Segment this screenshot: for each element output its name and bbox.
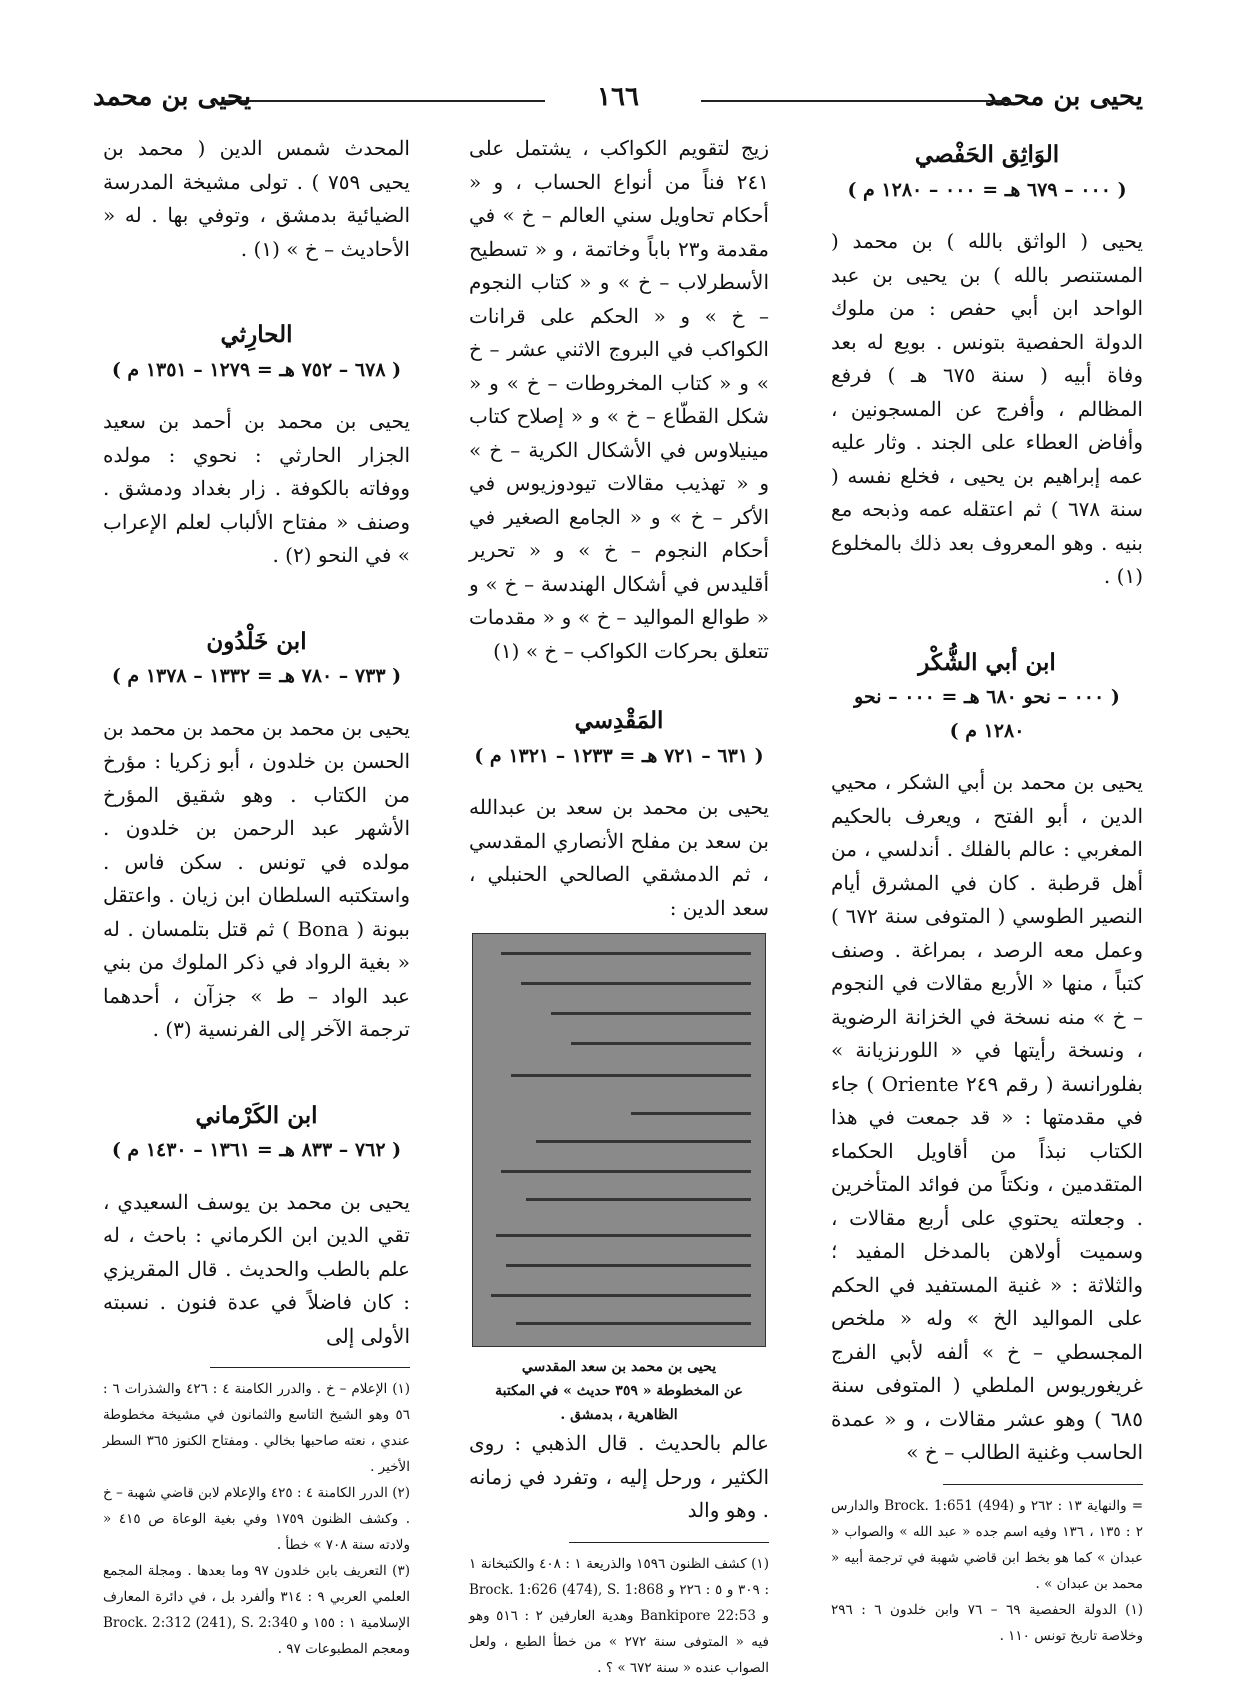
footnote: (١) الدولة الحفصية ٦٩ – ٧٦ وابن خلدون ٦ : ٢٩٦ وخلاصة تاريخ تونس ١١٠ . (831, 1601, 1143, 1644)
entry-text: يحيى بن محمد بن يوسف السعيدي ، تقي الدين ابن الكرماني : باحث ، له علم بالطب والحديث . قال المقريزي : كان فاضلاً في عدة فنون . نسبته الأولى إلى (103, 1189, 410, 1348)
page-number: ١٦٦ (597, 82, 639, 112)
running-head-right: يحيى بن محمد (984, 82, 1143, 112)
entry-dates: ( ٦٣١ – ٧٢١ هـ = ١٢٣٣ – ١٣٢١ م ) (474, 744, 764, 767)
footnote-rule (569, 1542, 769, 1543)
entry-text: يحيى بن محمد بن أبي الشكر ، محيي الدين ، أبو الفتح ، ويعرف بالحكيم المغربي : عالم بالفلك . أندلسي ، من أهل قرطبة . كان في المشرق أيام النصير الطوسي ( المتوفى سنة ٦٧٢ ) وعمل معه الرصد ، بمراغة . وصنف كتباً ، منها « الأربع مقالات في النجوم – خ » منه نسخة في الخزانة الرضوية ، ونسخة رأيتها في « اللورنزيانة » بفلورانسة ( رقم ٢٤٩ Oriente ) جاء في مقدمتها : « قد جمعت في هذا الكتاب نبذاً من أقاويل الحكماء المتقدمين ، ونكتاً من فوائد المتأخرين . وجعلته يحتوي على أربع مقالات ، وسميت أولاهن بالمدخل المفيد ؛ والثلاثة : « غنية المستفيد في الحكم على المواليد الخ » وله « ملخص المجسطي – خ » ألفه لأبي الفرج غريغوريوس الملطي ( المتوفى سنة ٦٨٥ ) وهو عشر مقالات ، و « عمدة الحاسب وغنية الطالب – خ » (831, 770, 1144, 1464)
column-right (831, 132, 1143, 1649)
footnote-rule (943, 1484, 1143, 1485)
running-head-left: يحيى بن محمد (93, 82, 252, 112)
entry-continuation: زيج لتقويم الكواكب ، يشتمل على ٢٤١ فناً من أنواع الحساب ، و « أحكام تحاويل سني العالم – خ » في مقدمة و٢٣ باباً وخاتمة ، و « تسطيح الأسطرلاب – خ » و « كتاب النجوم – خ » و « الحكم على قرانات الكواكب في البروج الاثني عشر – خ » و « كتاب المخروطات – خ » و « شكل القطّاع – خ » و « إصلاح كتاب مينيلاوس في الأشكال الكرية – خ » و « تهذيب مقالات تيودوزيوس في الأكر – خ » و « الجامع الصغير في أحكام النجوم – خ » و « تحرير أقليدس في أشكال الهندسة – خ » و « طوالع المواليد – خ » و « مقدمات تتعلق بحركات الكواكب – خ » (١) (469, 136, 770, 663)
entry-title: الوَاثِق الحَفْصي (914, 141, 1060, 168)
entry-dates: ( ٠٠٠ – ٦٧٩ هـ = ٠٠٠ – ١٢٨٠ م ) (847, 178, 1127, 201)
entry-title: ابن خَلْدُون (206, 627, 307, 655)
photo-caption: يحيى بن محمد بن سعد المقدسي (521, 1359, 717, 1375)
entry-text: يحيى ( الواثق بالله ) بن محمد ( المستنصر بالله ) بن يحيى بن عبد الواحد ابن أبي حفص : من ملوك الدولة الحفصية بتونس . بويع له بعد وفاة أبيه ( سنة ٦٧٥ هـ ) فرفع المظالم ، وأفرج عن المسجونين ، وأفاض العطاء على الجند . وثار عليه عمه إبراهيم بن يحيى ، فخلع نفسه ( سنة ٦٧٨ ) ثم اعتقله عمه وذبحه مع بنيه . وهو المعروف بعد ذلك بالمخلوع (١) . (831, 229, 1144, 588)
photo-caption-source: عن المخطوطة « ٣٥٩ حديث » في المكتبة الظاهرية ، بدمشق . (495, 1383, 743, 1423)
header-rule-left (225, 100, 545, 102)
manuscript-photo (472, 933, 766, 1347)
entry-text: عالم بالحديث . قال الذهبي : روى الكثير ، ورحل إليه ، وتفرد في زمانه . وهو والد (469, 1431, 769, 1522)
entry-title: الحارِثي (220, 321, 293, 348)
footnote-rule (210, 1367, 410, 1368)
entry-text: يحيى بن محمد بن سعد بن عبدالله بن سعد بن مفلح الأنصاري المقدسي ، ثم الدمشقي الصالحي الحنبلي ، سعد الدين : (469, 795, 769, 920)
footnote: (١) الإعلام – خ . والدرر الكامنة ٤ : ٤٢٦ والشذرات ٦ : ٥٦ وهو الشيخ التاسع والثمانون في مشيخة مخطوطة عندي ، نعته صاحبها بخالي . ومفتاح الكنوز ٣٦٥ السطر الأخير . (103, 1381, 411, 1475)
column-middle (469, 132, 769, 1681)
entry-text: يحيى بن محمد بن محمد بن محمد بن الحسن بن خلدون ، أبو زكريا : مؤرخ من الكتاب . وهو شقيق المؤرخ الأشهر عبد الرحمن بن خلدون . مولده في تونس . سكن فاس . واستكتبه السلطان ابن زيان . واعتقل ببونة ( Bona ) ثم قتل بتلمسان . له « بغية الرواد في ذكر الملوك من بني عبد الواد – ط » جزآن ، أحدهما ترجمة الآخر إلى الفرنسية (٣) . (103, 715, 410, 1041)
entry-dates: ( ٧٦٢ – ٨٣٣ هـ = ١٣٦١ – ١٤٣٠ م ) (111, 1139, 402, 1161)
entry-continuation: المحدث شمس الدين ( محمد بن يحيى ٧٥٩ ) . تولى مشيخة المدرسة الضيائية بدمشق ، وتوفي بها . له « الأحاديث – خ » (١) . (103, 136, 410, 261)
column-left (103, 132, 410, 1662)
footnote: (٢) الدرر الكامنة ٤ : ٤٢٥ والإعلام لابن قاضي شهبة – خ . وكشف الظنون ١٧٥٩ وفي بغية الوعاة ص ٤١٥ « ولادته سنة ٧٠٨ » خطأ . (103, 1485, 411, 1553)
footnote: (١) كشف الظنون ١٥٩٦ والذريعة ١ : ٤٠٨ والكتبخانة ١ : ٣٠٩ و ٥ : ٢٢٦ و Brock. 1:626 (474), S. 1:868 و Bankipore 22:53 وهدية العارفين ٢ : ٥١٦ وهو فيه « المتوفى سنة ٢٧٢ » من خطأ الطبع ، ولعل الصواب عنده « سنة ٦٧٢ » ؟ . (469, 1555, 770, 1676)
page-header (93, 82, 1143, 118)
header-rule-right (701, 100, 1011, 102)
entry-text: يحيى بن محمد بن أحمد بن سعيد الجزار الحارثي : نحوي : مولده ووفاته بالكوفة . زار بغداد ودمشق . وصنف « مفتاح الألباب لعلم الإعراب » في النحو (٢) . (103, 409, 410, 567)
footnote: = والنهاية ١٣ : ٢٦٢ و Brock. 1:651 (494) والدارس ٢ : ١٣٥ ، ١٣٦ وفيه اسم جده « عبد الله » والصواب « عبدان » كما هو بخط ابن قاضي شهبة في ترجمة أبيه « محمد بن عبدان » . (831, 1497, 1144, 1592)
entry-dates: ( ٦٧٨ – ٧٥٢ هـ = ١٢٧٩ – ١٣٥١ م ) (111, 358, 402, 381)
entry-dates: ( ٠٠٠ – نحو ٦٨٠ هـ = ٠٠٠ – نحو ١٢٨٠ م ) (854, 686, 1120, 742)
entry-title: ابن أبي الشُّكْر (918, 648, 1056, 676)
entry-dates: ( ٧٣٣ – ٧٨٠ هـ = ١٣٣٢ – ١٣٧٨ م ) (111, 665, 402, 687)
entry-title: ابن الكَرْماني (195, 1101, 318, 1129)
entry-title: المَقْدِسي (574, 707, 664, 734)
footnote: (٣) التعريف بابن خلدون ٩٧ وما بعدها . ومجلة المجمع العلمي العربي ٩ : ٣١٤ وألفرد بل ، في دائرة المعارف الإسلامية ١ : ١٥٥ و Brock. 2:312 (241), S. 2:340 ومعجم المطبوعات ٩٧ . (103, 1563, 410, 1657)
